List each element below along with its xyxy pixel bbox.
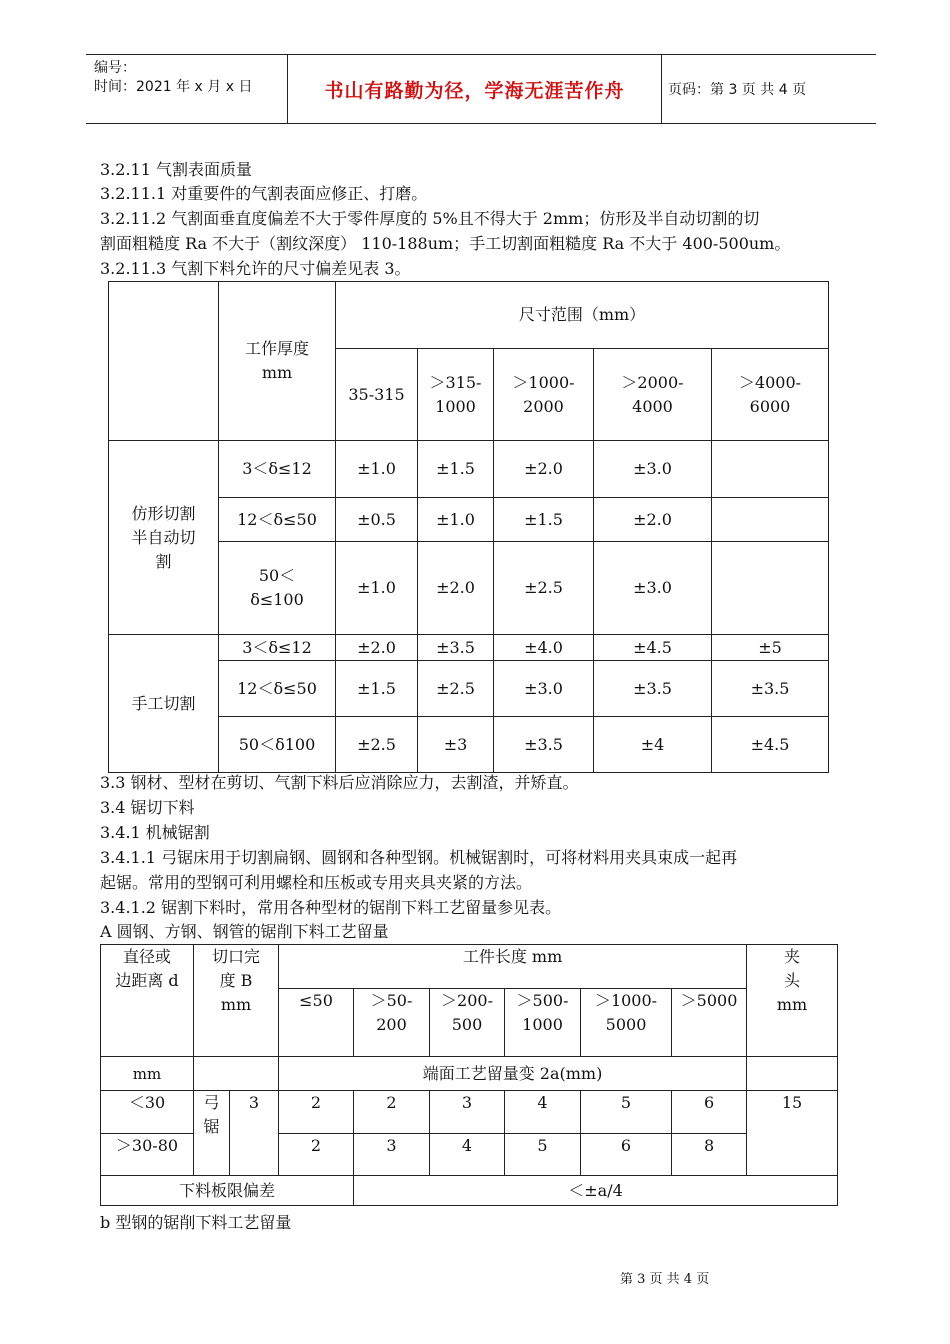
thickness-cell: 50＜ δ≤100 xyxy=(219,542,336,635)
paragraph-3-4-1-1-line1: 3.4.1.1 弓锯床用于切割扁钢、圆钢和各种型钢。机械锯割时，可将材料用夹具束成一起再 xyxy=(100,848,738,867)
range-header-4: ＞2000- 4000 xyxy=(594,349,712,441)
unit-mm-cell: mm xyxy=(101,1057,194,1091)
value-cell: ±3.5 xyxy=(594,661,712,717)
clamp-header: 夹 头 mm xyxy=(747,945,838,1057)
value-cell: ±2.5 xyxy=(418,661,494,717)
length-range-3: ＞200- 500 xyxy=(430,989,505,1057)
section-3-2-11: 3.2.11 气割表面质量 xyxy=(100,160,252,179)
value-cell: ±1.0 xyxy=(336,542,418,635)
thickness-cell: 3＜δ≤12 xyxy=(219,441,336,498)
value-cell: ±1.5 xyxy=(418,441,494,498)
value-cell: ±1.0 xyxy=(336,441,418,498)
limit-deviation-label: 下料板限偏差 xyxy=(101,1176,354,1206)
paragraph-3-2-11-2-line2: 割面粗糙度 Ra 不大于（割纹深度） 110-188um；手工切割面粗糙度 Ra 不大于 400-500um。 xyxy=(100,234,791,253)
allowance-cell: 5 xyxy=(581,1091,672,1134)
allowance-cell: 6 xyxy=(672,1091,747,1134)
limit-deviation-value: ＜±a/4 xyxy=(354,1176,838,1206)
hacksaw-label: 弓 锯 xyxy=(194,1091,230,1176)
paragraph-3-2-11-3: 3.2.11.3 气割下料允许的尺寸偏差见表 3。 xyxy=(100,259,411,278)
header-motto: 书山有路勤为径，学海无涯苦作舟 xyxy=(287,55,662,123)
end-allowance-header: 端面工艺留量变 2a(mm) xyxy=(279,1057,747,1091)
value-cell: ±3.5 xyxy=(712,661,829,717)
thickness-cell: 12＜δ≤50 xyxy=(219,498,336,542)
value-cell: ±2.5 xyxy=(494,542,594,635)
value-cell: ±1.5 xyxy=(336,661,418,717)
value-cell: ±2.0 xyxy=(336,635,418,661)
table-b-caption: b 型钢的锯削下料工艺留量 xyxy=(100,1213,292,1232)
allowance-cell: 2 xyxy=(354,1091,430,1134)
length-range-1: ≤50 xyxy=(279,989,354,1057)
value-cell xyxy=(712,542,829,635)
thickness-header: 工作厚度 mm xyxy=(219,282,336,441)
kerf-header: 切口完 度 B mm xyxy=(194,945,279,1057)
paragraph-3-2-11-1: 3.2.11.1 对重要件的气割表面应修正、打磨。 xyxy=(100,184,428,203)
value-cell xyxy=(712,498,829,542)
allowance-cell: 2 xyxy=(279,1091,354,1134)
value-cell: ±1.5 xyxy=(494,498,594,542)
allowance-cell: 4 xyxy=(505,1091,581,1134)
header-page-number: 页码：第 3 页 共 4 页 xyxy=(668,82,807,98)
value-cell: ±0.5 xyxy=(336,498,418,542)
paragraph-3-2-11-2-line1: 3.2.11.2 气割面垂直度偏差不大于零件厚度的 5%且不得大于 2mm；仿形及半自动切割的切 xyxy=(100,209,760,228)
value-cell: ±3.0 xyxy=(594,542,712,635)
allowance-cell: 4 xyxy=(430,1134,505,1176)
allowance-cell: 3 xyxy=(354,1134,430,1176)
value-cell: ±4.5 xyxy=(712,717,829,773)
document-time-label: 时间：2021 年 x 月 x 日 xyxy=(94,79,253,95)
paragraph-3-4-1-1-line2: 起锯。常用的型钢可利用螺栓和压板或专用夹具夹紧的方法。 xyxy=(100,873,533,892)
value-cell: ±5 xyxy=(712,635,829,661)
clamp-value: 15 xyxy=(747,1091,838,1176)
thickness-cell: 12＜δ≤50 xyxy=(219,661,336,717)
corner-cell xyxy=(109,282,219,441)
value-cell: ±3.0 xyxy=(594,441,712,498)
section-3-4: 3.4 锯切下料 xyxy=(100,798,195,817)
range-header-5: ＞4000- 6000 xyxy=(712,349,829,441)
section-3-4-1: 3.4.1 机械锯割 xyxy=(100,823,210,842)
length-range-2: ＞50- 200 xyxy=(354,989,430,1057)
allowance-cell: 2 xyxy=(279,1134,354,1176)
value-cell: ±4.0 xyxy=(494,635,594,661)
kerf-value: 3 xyxy=(230,1091,279,1176)
flame-cut-tolerance-table xyxy=(108,281,829,773)
paragraph-3-3: 3.3 钢材、型材在剪切、气割下料后应消除应力，去割渣，并矫直。 xyxy=(100,773,579,792)
value-cell xyxy=(712,441,829,498)
length-range-4: ＞500- 1000 xyxy=(505,989,581,1057)
value-cell: ±1.0 xyxy=(418,498,494,542)
diameter-cell: ＜30 xyxy=(101,1091,194,1134)
value-cell: ±3.0 xyxy=(494,661,594,717)
range-header-3: ＞1000- 2000 xyxy=(494,349,594,441)
paragraph-3-4-1-2: 3.4.1.2 锯割下料时，常用各种型材的锯削下料工艺留量参见表。 xyxy=(100,898,562,917)
value-cell: ±2.0 xyxy=(594,498,712,542)
empty-cell xyxy=(747,1057,838,1091)
page-footer: 第 3 页 共 4 页 xyxy=(620,1272,710,1287)
table-a-caption: A 圆钢、方钢、钢管的锯削下料工艺留量 xyxy=(100,922,389,941)
group-label-profile-cutting: 仿形切割 半自动切 割 xyxy=(109,441,219,635)
value-cell: ±4 xyxy=(594,717,712,773)
allowance-cell: 3 xyxy=(430,1091,505,1134)
diameter-header: 直径或 边距离 d xyxy=(101,945,194,1057)
document-number-label: 编号： xyxy=(94,60,136,76)
saw-allowance-table xyxy=(100,944,838,1206)
value-cell: ±3 xyxy=(418,717,494,773)
length-range-6: ＞5000 xyxy=(672,989,747,1057)
value-cell: ±2.5 xyxy=(336,717,418,773)
value-cell: ±3.5 xyxy=(494,717,594,773)
value-cell: ±2.0 xyxy=(494,441,594,498)
value-cell: ±2.0 xyxy=(418,542,494,635)
empty-cell xyxy=(194,1057,279,1091)
thickness-cell: 3＜δ≤12 xyxy=(219,635,336,661)
workpiece-length-header: 工件长度 mm xyxy=(279,945,747,989)
diameter-cell: ＞30-80 xyxy=(101,1134,194,1176)
page-header xyxy=(86,54,876,124)
length-range-5: ＞1000- 5000 xyxy=(581,989,672,1057)
value-cell: ±4.5 xyxy=(594,635,712,661)
range-header-1: 35-315 xyxy=(336,349,418,441)
allowance-cell: 8 xyxy=(672,1134,747,1176)
group-label-manual-cutting: 手工切割 xyxy=(109,635,219,773)
thickness-cell: 50＜δ100 xyxy=(219,717,336,773)
size-range-header: 尺寸范围（mm） xyxy=(336,282,829,349)
header-meta xyxy=(94,59,289,97)
allowance-cell: 6 xyxy=(581,1134,672,1176)
value-cell: ±3.5 xyxy=(418,635,494,661)
allowance-cell: 5 xyxy=(505,1134,581,1176)
range-header-2: ＞315- 1000 xyxy=(418,349,494,441)
